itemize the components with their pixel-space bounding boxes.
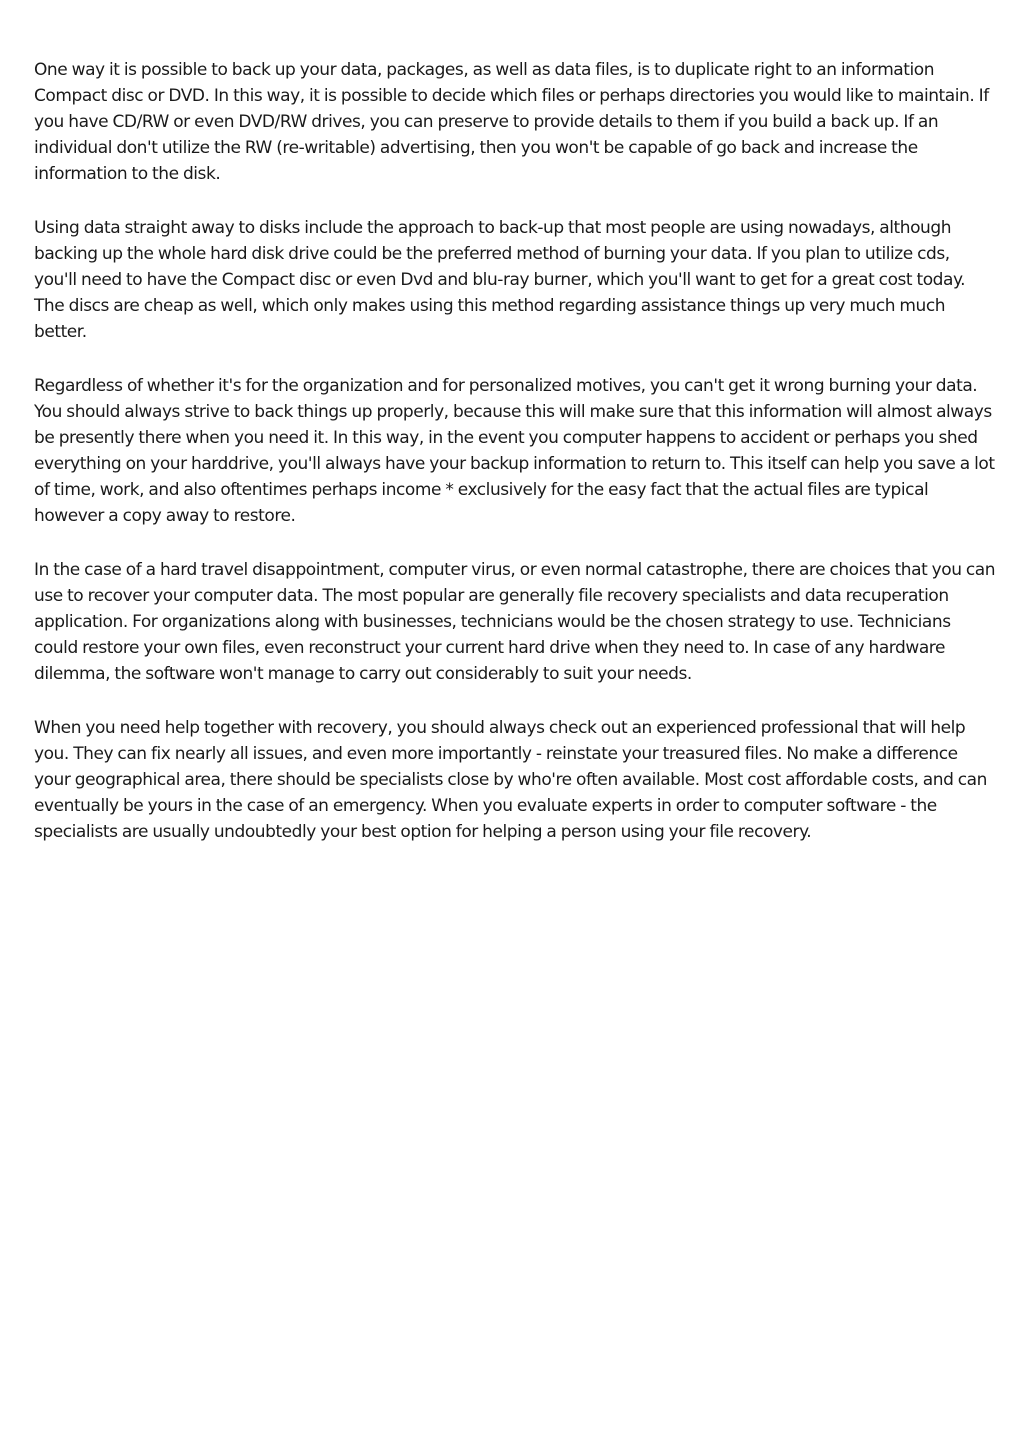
paragraph-3: Regardless of whether it's for the organization and for personalized motives, you can't get it wrong burning your data. You should always strive to back things up properly, because this will make sure that this information will almost always be presently there when you need it. In this way, in the event you computer happens to accident or perhaps you shed everything on your harddrive, you'll always have your backup information to return to. This itself can help you save a lot of time, work, and also oftentimes perhaps income * exclusively for the easy fact that the actual files are typical however a copy away to restore. bbox=[34, 376, 995, 526]
paragraph-2: Using data straight away to disks include the approach to back-up that most people are using nowadays, although backing up the whole hard disk drive could be the preferred method of burning your data. If you plan to utilize cds, you'll need to have the Compact disc or even Dvd and blu-ray burner, which you'll want to get for a great cost today. The discs are cheap as well, which only makes using this method regarding assistance things up very much much better. bbox=[34, 218, 966, 342]
paragraph-1: One way it is possible to back up your data, packages, as well as data files, is to duplicate right to an information Compact disc or DVD. In this way, it is possible to decide which files or perhaps directories you would like to maintain. If you have CD/RW or even DVD/RW drives, you can preserve to provide details to them if you build a back up. If an individual don't utilize the RW (re-writable) advertising, then you won't be capable of go back and increase the information to the disk. bbox=[34, 60, 989, 184]
paragraph-4: In the case of a hard travel disappointment, computer virus, or even normal catastrophe, there are choices that you can use to recover your computer data. The most popular are generally file recovery specialists and data recuperation application. For organizations along with businesses, technicians would be the chosen strategy to use. Technicians could restore your own files, even reconstruct your current hard drive when they need to. In case of any hardware dilemma, the software won't manage to carry out considerably to suit your needs. bbox=[34, 560, 996, 684]
paragraph-5: When you need help together with recovery, you should always check out an experienced professional that will help you. They can fix nearly all issues, and even more importantly - reinstate your treasured files. No make a difference your geographical area, there should be specialists close by who're often available. Most cost affordable costs, and can eventually be yours in the case of an emergency. When you evaluate experts in order to computer software - the specialists are usually undoubtedly your best option for helping a person using your file recovery. bbox=[34, 718, 987, 842]
document-body bbox=[34, 57, 996, 873]
